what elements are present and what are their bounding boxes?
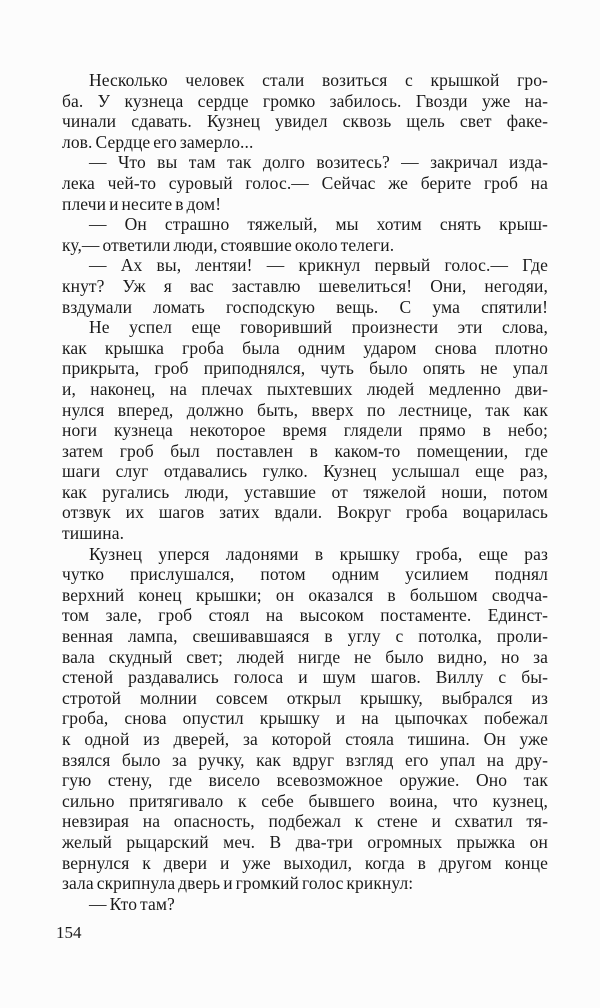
text-line: и, наконец, на плечах пыхтевших людей медленно дви-	[62, 378, 548, 399]
text-line: — Кто там?	[89, 893, 175, 914]
text-line: нулся вперед, должно быть, вверх по лестнице, так как	[62, 399, 548, 420]
text-line: прикрыта, гроб приподнялся, чуть было опять не упал	[62, 358, 548, 379]
text-line: — Ах вы, лентяи! — крикнул первый голос.— Где	[89, 255, 548, 276]
paragraph	[62, 152, 548, 214]
paragraph	[62, 544, 548, 894]
text-line: стеной раздавались голоса и шум шагов. Виллу с бы-	[62, 667, 548, 688]
text-line: вала скудный свет; людей нигде не было видно, но за	[62, 646, 548, 667]
text-line: ку,— ответили люди, стоявшие около телеги.	[62, 234, 395, 255]
text-line: Кузнец уперся ладонями в крышку гроба, еще раз	[89, 543, 548, 564]
text-line: Несколько человек стали возиться с крышкой гро-	[89, 70, 548, 90]
text-line: венная лампа, свешивавшаяся в углу с потолка, проли-	[62, 626, 548, 647]
text-line: гроба, снова опустил крышку и на цыпочках побежал	[62, 708, 548, 729]
text-line: невзирая на опасность, подбежал к стене и схватил тя-	[62, 811, 548, 832]
text-line: — Он страшно тяжелый, мы хотим снять крыш-	[89, 214, 548, 235]
text-line: Не успел еще говоривший произнести эти слова,	[89, 317, 548, 338]
text-line: затем гроб был поставлен в каком-то помещении, где	[62, 440, 548, 461]
text-line: плечи и несите в дом!	[62, 193, 222, 214]
text-line: верхний конец крышки; он оказался в большом сводча-	[62, 584, 548, 605]
text-line: зала скрипнула дверь и громкий голос крикнул:	[62, 873, 414, 894]
text-line: — Что вы там так долго возитесь? — закричал изда-	[89, 152, 548, 173]
text-line: тишина.	[62, 523, 125, 544]
text-line: гую стену, где висело всевозможное оружие. Оно так	[62, 770, 548, 791]
paragraph	[62, 214, 548, 255]
paragraph	[62, 70, 548, 152]
text-line: вернулся к двери и уже выходил, когда в другом конце	[62, 852, 548, 873]
text-line: лов. Сердце его замерло...	[62, 131, 254, 152]
page-text	[62, 70, 548, 914]
text-line: чутко прислушался, потом одним усилием поднял	[62, 564, 548, 585]
text-line: взялся было за ручку, как вдруг взгляд его упал на дру-	[62, 749, 548, 770]
paragraph	[62, 317, 548, 544]
text-line: сильно притягивало к себе бывшего воина, что кузнец,	[62, 790, 548, 811]
text-line: желый рыцарский меч. В два-три огромных прыжка он	[62, 831, 548, 852]
text-line: как ругались люди, уставшие от тяжелой ноши, потом	[62, 481, 548, 502]
paragraph	[62, 894, 548, 915]
text-line: отзвук их шагов затих вдали. Вокруг гроба воцарилась	[62, 502, 548, 523]
text-line: кнут? Уж я вас заставлю шевелиться! Они, негодяи,	[62, 275, 548, 296]
text-line: лека чей-то суровый голос.— Сейчас же берите гроб на	[62, 172, 548, 193]
text-line: как крышка гроба была одним ударом снова плотно	[62, 337, 548, 358]
page-number: 154	[56, 923, 82, 942]
text-line: ба. У кузнеца сердце громко забилось. Гвозди уже на-	[62, 90, 548, 111]
text-line: шаги слуг отдавались гулко. Кузнец услышал еще раз,	[62, 461, 548, 482]
text-line: к одной из дверей, за которой стояла тишина. Он уже	[62, 729, 548, 749]
paragraph	[62, 255, 548, 317]
text-line: чинали сдавать. Кузнец увидел сквозь щель свет факе-	[62, 111, 548, 132]
text-line: том зале, гроб стоял на высоком постаменте. Единст-	[62, 605, 548, 626]
text-line: ноги кузнеца некоторое время глядели прямо в небо;	[62, 420, 548, 441]
text-line: вздумали ломать господскую вещь. С ума спятили!	[62, 296, 548, 317]
text-line: стротой молнии совсем открыл крышку, выбрался из	[62, 687, 548, 708]
